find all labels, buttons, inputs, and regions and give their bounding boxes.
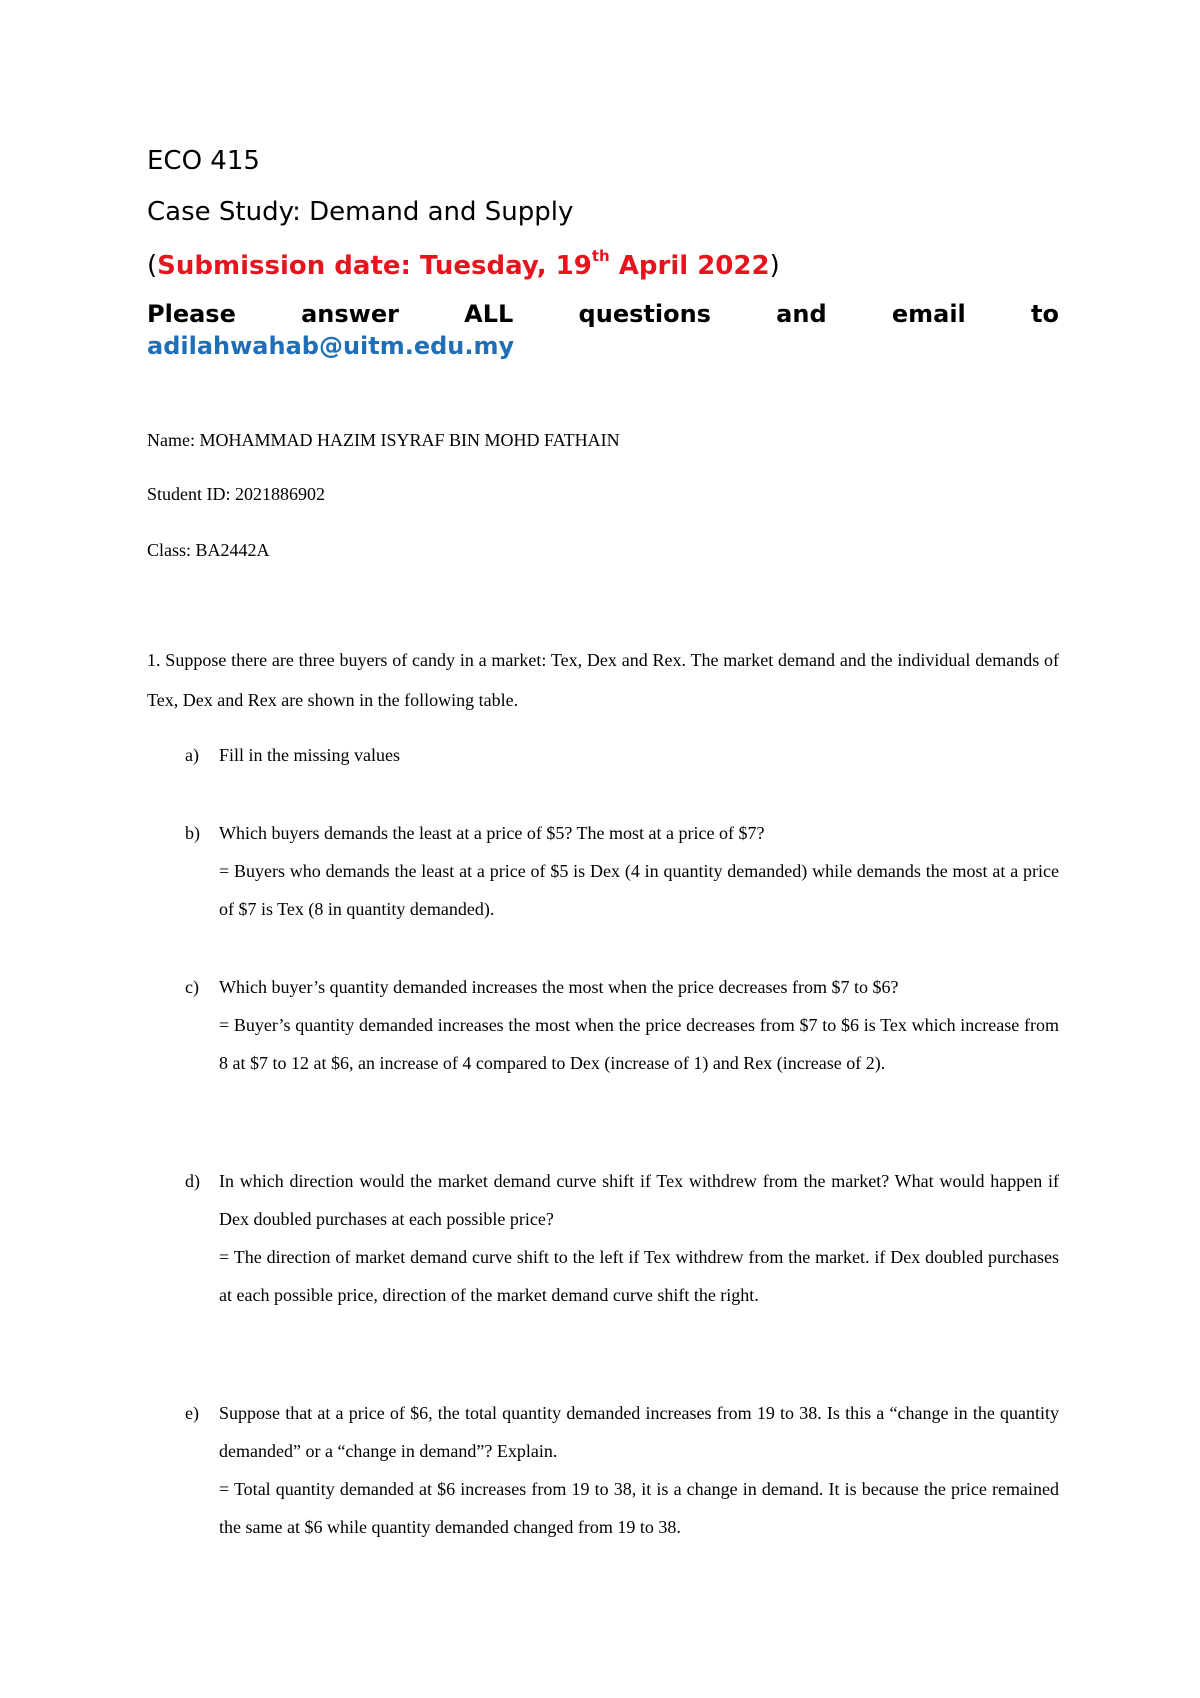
instruction-word: and [776, 300, 827, 328]
item-letter: d) [185, 1171, 200, 1191]
item-letter: b) [185, 823, 200, 843]
instruction-word: ALL [464, 300, 514, 328]
item-letter: e) [185, 1403, 199, 1423]
student-id: Student ID: 2021886902 [147, 484, 325, 504]
item-answer: = Buyer’s quantity demanded increases the most when the price decreases from $7 to $6 is Tex which increase from 8 at $7 to 12 at $6, an increase of 4 compared to Dex (increase of 1) and Rex (increase of 2). [219, 1015, 1059, 1073]
item-letter: a) [185, 745, 199, 765]
item-question: Fill in the missing values [219, 745, 401, 765]
submission-date-text: Submission date: Tuesday, 19 [157, 250, 592, 281]
item-letter: c) [185, 977, 199, 997]
submission-open-paren: ( [147, 250, 158, 281]
item-answer: = The direction of market demand curve shift to the left if Tex withdrew from the market. if Dex doubled purchases at each possible price, direction of the market demand curve shift the right. [219, 1247, 1059, 1305]
instruction-word: answer [301, 300, 399, 328]
instruction-word: email [891, 300, 966, 328]
student-class: Class: BA2442A [147, 540, 270, 560]
question-item-e [147, 1394, 1059, 1546]
question-item-a [147, 736, 1059, 774]
instruction-line [147, 300, 1059, 328]
instruction-word: to [1031, 300, 1059, 328]
instruction-word: questions [578, 300, 711, 328]
item-question: Which buyer’s quantity demanded increases the most when the price decreases from $7 to $6? [219, 977, 899, 997]
course-code: ECO 415 [147, 146, 260, 176]
instruction-word: Please [147, 300, 236, 328]
question-item-b [147, 814, 1059, 928]
question-item-c [147, 968, 1059, 1082]
submission-date-tail: April 2022 [609, 250, 770, 281]
question-1-intro: 1. Suppose there are three buyers of candy in a market: Tex, Dex and Rex. The market demand and the individual demands of Tex, Dex and Rex are shown in the following table. [147, 650, 1059, 710]
submission-close-paren: ) [769, 250, 780, 281]
item-question: Suppose that at a price of $6, the total quantity demanded increases from 19 to 38. Is this a “change in the quantity demanded” or a “change in demand”? Explain. [219, 1403, 1059, 1461]
submission-date [147, 247, 780, 281]
item-question: Which buyers demands the least at a price of $5? The most at a price of $7? [219, 823, 765, 843]
item-question: In which direction would the market demand curve shift if Tex withdrew from the market? What would happen if Dex doubled purchases at each possible price? [219, 1171, 1059, 1229]
case-title: Case Study: Demand and Supply [147, 197, 574, 227]
question-item-d [147, 1162, 1059, 1314]
submission-date-superscript: th [591, 247, 610, 265]
submission-label [157, 247, 770, 281]
email-link[interactable]: adilahwahab@uitm.edu.my [147, 332, 515, 360]
student-name: Name: MOHAMMAD HAZIM ISYRAF BIN MOHD FATHAIN [147, 430, 620, 450]
item-answer: = Total quantity demanded at $6 increases from 19 to 38, it is a change in demand. It is because the price remained the same at $6 while quantity demanded changed from 19 to 38. [219, 1479, 1059, 1537]
item-answer: = Buyers who demands the least at a price of $5 is Dex (4 in quantity demanded) while demands the most at a price of $7 is Tex (8 in quantity demanded). [219, 861, 1059, 919]
